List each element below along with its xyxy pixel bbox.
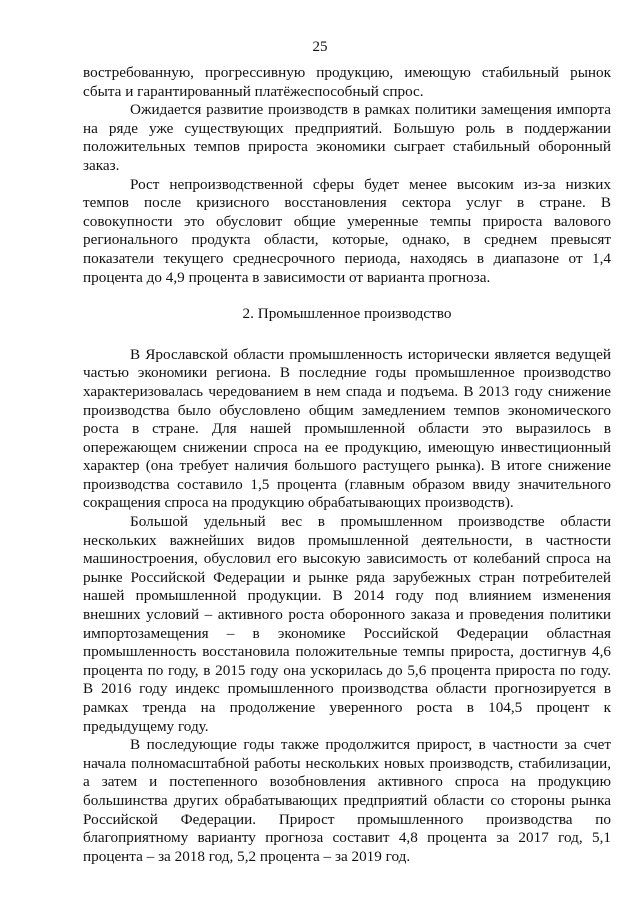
section-heading: 2. Промышленное производство — [242, 305, 452, 323]
paragraph-import-substitution: Ожидается развитие производств в рамках политики замещения импорта на ряде уже существующих предприятий. Большую роль в поддержании положительных темпов прироста экономики сыграет стабильный оборонный заказ. — [83, 101, 611, 174]
paragraph-continuation: востребованную, прогрессивную продукцию, имеющую стабильный рынок сбыта и гарантированный платёжеспособный спрос. — [83, 64, 611, 100]
paragraph-nonproduction-sphere: Рост непроизводственной сферы будет менее высоким из-за низких темпов после кризисного восстановления сектора услуг в стране. В совокупности это обусловит общие умеренные темпы прироста валового регионального продукта области, которые, однако, в среднем превысят показатели текущего среднесрочного периода, находясь в диапазоне от 1,4 процента до 4,9 процента в зависимости от варианта прогноза. — [83, 175, 611, 286]
paragraph-industry-structure: Большой удельный вес в промышленном производстве области нескольких важнейших видов промышленной деятельности, в частности машиностроения, обусловил его высокую зависимость от колебаний спроса на рынке Российской Федерации и рынке ряда зарубежных стран потребителей нашей промышленной продукции. В 2014 году под влиянием изменения внешних условий – активного роста оборонного заказа и проведения политики импортозамещения – в экономике Российской Федерации областная промышленность восстановила положительные темпы прироста, достигнув 4,6 процента по году, в 2015 году она ускорилась до 5,6 процента прироста по году. В 2016 году индекс промышленного производства области прогнозируется в рамках тренда на продолжение уверенного роста в 104,5 процент к предыдущему году. — [83, 513, 611, 735]
page-number: 25 — [312, 39, 328, 55]
paragraph-industry-forecast: В последующие годы также продолжится прирост, в частности за счет начала полномасштабной работы нескольких новых производств, стабилизации, а затем и постепенного возобновления активного спроса на продукцию большинства других обрабатывающих предприятий области со стороны рынка Российской Федерации. Прирост промышленного производства по благоприятному варианту прогноза составит 4,8 процента за 2017 год, 5,1 процента – за 2018 год, 5,2 процента – за 2019 год. — [83, 736, 611, 865]
paragraph-industry-history: В Ярославской области промышленность исторически является ведущей частью экономики региона. В последние годы промышленное производство характеризовалась чередованием в нем спада и подъема. В 2013 году снижение производства было обусловлено общим замедлением темпов экономического роста в стране. Для нашей промышленной области это выразилось в опережающем снижении спроса на ее продукцию, имеющую инвестиционный характер (она требует наличия большого растущего рынка). В итоге снижение производства составило 1,5 процента (главным образом ввиду значительного сокращения спроса на продукцию обрабатывающих производств). — [83, 345, 611, 512]
document-body — [83, 64, 611, 866]
